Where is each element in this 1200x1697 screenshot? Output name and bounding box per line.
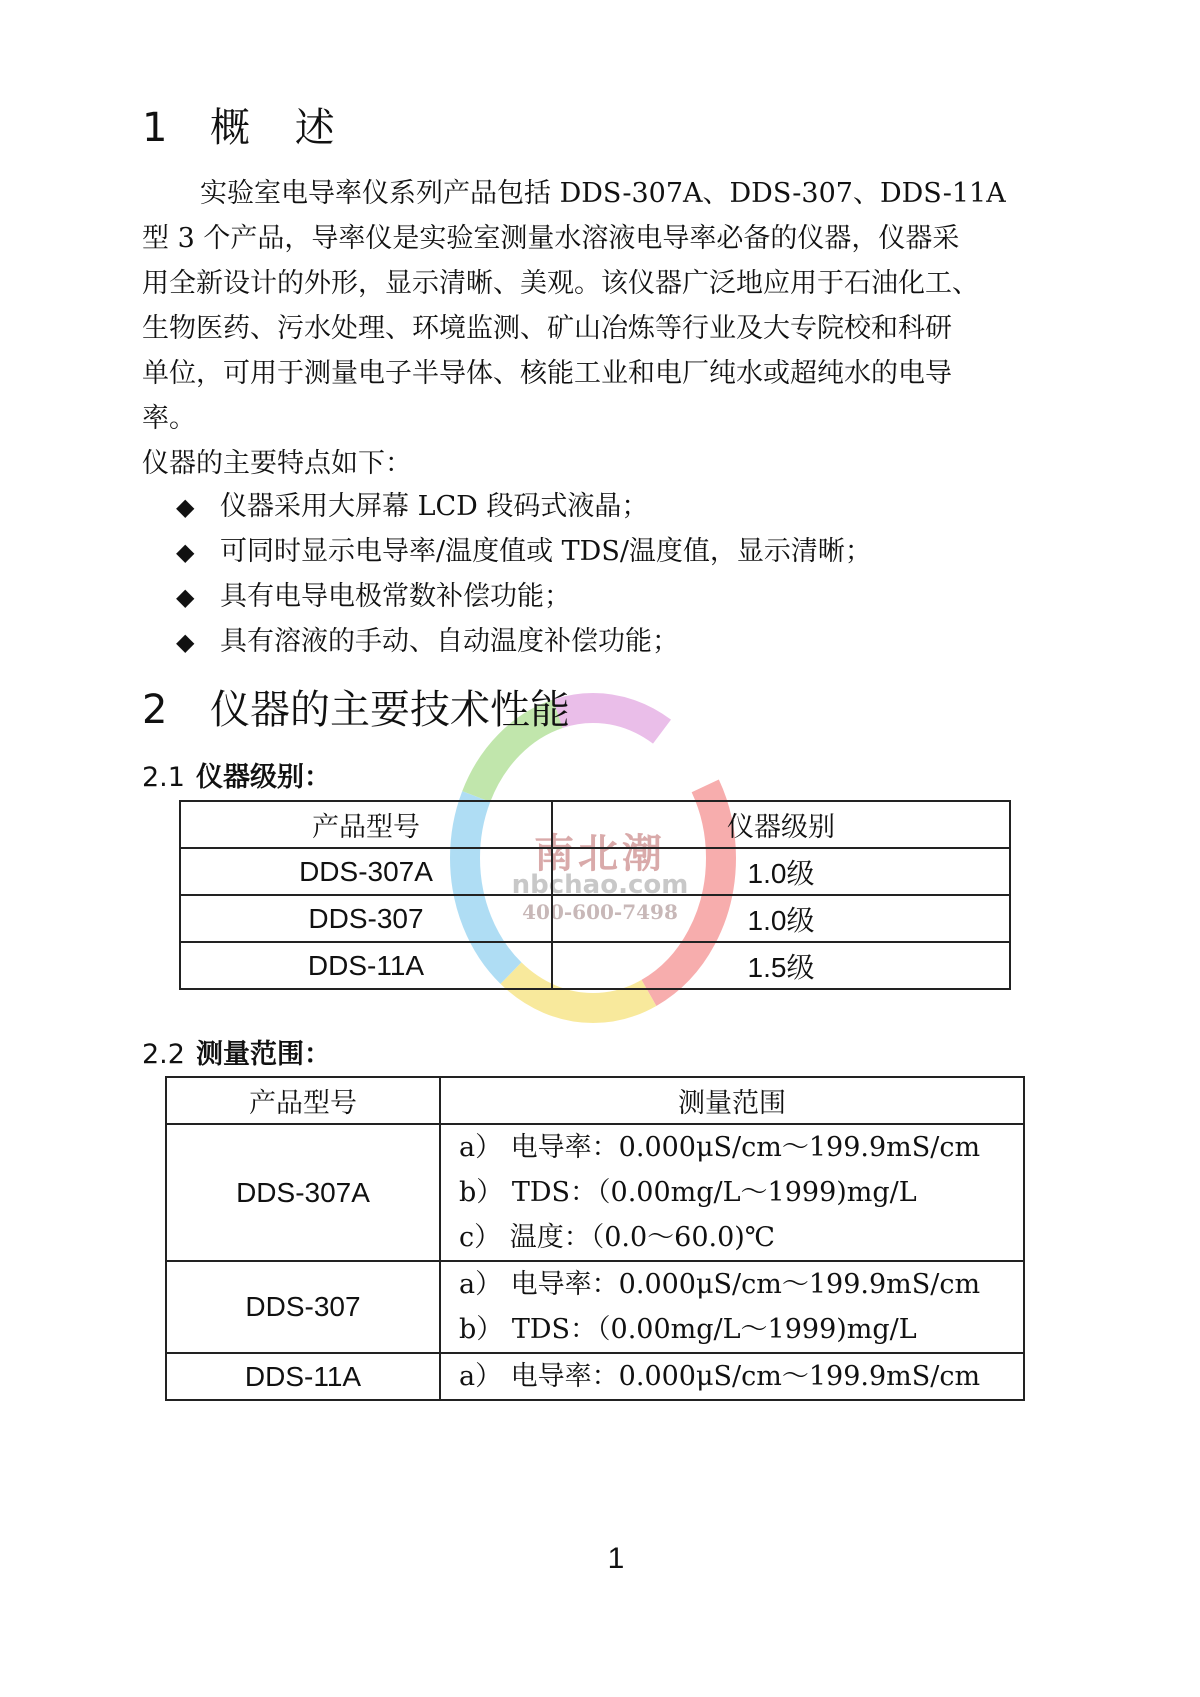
model-cell: DDS-307A [180,848,552,895]
section-1-number: 1 [142,105,168,151]
feature-text: 具有溶液的手动、自动温度补偿功能； [220,626,679,657]
feature-text: 具有电导电极常数补偿功能； [220,581,571,612]
paragraph-line: 型 3 个产品，导率仪是实验室测量水溶液电导率必备的仪器，仪器采 [142,223,960,254]
diamond-bullet-icon: ◆ [176,538,195,566]
column-header: 产品型号 [166,1077,440,1124]
subsection-title: 测量范围： [196,1039,331,1070]
table-row [166,1353,1024,1400]
watermark-domain: nbchao.com [511,870,689,900]
feature-text: 可同时显示电导率/温度值或 TDS/温度值，显示清晰； [220,536,872,567]
watermark-brand: 南北潮 [534,830,666,877]
range-cell [440,1124,1024,1261]
diamond-bullet-icon: ◆ [176,493,195,521]
table-row [166,1124,1024,1261]
paragraph-line: 率。 [142,403,196,434]
diamond-bullet-icon: ◆ [176,583,195,611]
model-cell: DDS-307 [166,1261,440,1353]
list-item [176,484,872,529]
model-cell: DDS-11A [180,942,552,989]
diamond-bullet-icon: ◆ [176,628,195,656]
table-header-row [166,1077,1024,1124]
subsection-2-1-heading [142,761,331,795]
grade-cell: 1.0级 [552,895,1010,942]
range-line: b） TDS：（0.00mg/L～1999)mg/L [459,1177,917,1208]
section-2-heading [142,686,570,734]
section-1-heading [142,104,351,152]
subsection-2-2-heading [142,1038,331,1072]
measurement-range-table [165,1076,1025,1401]
column-header: 测量范围 [440,1077,1024,1124]
range-line: b） TDS：（0.00mg/L～1999)mg/L [459,1314,917,1345]
list-item [176,619,872,664]
features-intro: 仪器的主要特点如下： [142,448,412,479]
table-row [166,1261,1024,1353]
range-line: a） 电导率：0.000μS/cm～199.9mS/cm [459,1132,981,1163]
list-item [176,574,872,619]
list-item [176,529,872,574]
range-cell [440,1261,1024,1353]
subsection-number: 2.2 [142,1039,185,1070]
range-cell [440,1353,1024,1400]
table-header-row [180,801,1010,848]
watermark-phone: 400-600-7498 [522,900,678,924]
table-row [180,848,1010,895]
column-header: 仪器级别 [552,801,1010,848]
page-number: 1 [607,1542,625,1575]
column-header: 产品型号 [180,801,552,848]
range-line: c） 温度：（0.0～60.0)℃ [459,1222,775,1253]
subsection-title: 仪器级别： [196,762,331,793]
instrument-grade-table [179,800,1011,990]
section-2-number: 2 [142,687,168,733]
table-row [180,942,1010,989]
model-cell: DDS-11A [166,1353,440,1400]
table-row [180,895,1010,942]
paragraph-line: 生物医药、污水处理、环境监测、矿山冶炼等行业及大专院校和科研 [142,313,952,344]
paragraph-line: 实验室电导率仪系列产品包括 DDS-307A、DDS-307、DDS-11A [200,178,1006,209]
subsection-number: 2.1 [142,762,185,793]
grade-cell: 1.0级 [552,848,1010,895]
model-cell: DDS-307A [166,1124,440,1261]
section-1-title: 概 述 [210,105,351,151]
feature-text: 仪器采用大屏幕 LCD 段码式液晶； [220,491,649,522]
model-cell: DDS-307 [180,895,552,942]
paragraph-line: 用全新设计的外形，显示清晰、美观。该仪器广泛地应用于石油化工、 [142,268,979,299]
range-line: a） 电导率：0.000μS/cm～199.9mS/cm [459,1361,981,1392]
section-2-title: 仪器的主要技术性能 [210,687,570,733]
paragraph-line: 单位，可用于测量电子半导体、核能工业和电厂纯水或超纯水的电导 [142,358,952,389]
feature-list [176,484,872,664]
grade-cell: 1.5级 [552,942,1010,989]
range-line: a） 电导率：0.000μS/cm～199.9mS/cm [459,1269,981,1300]
